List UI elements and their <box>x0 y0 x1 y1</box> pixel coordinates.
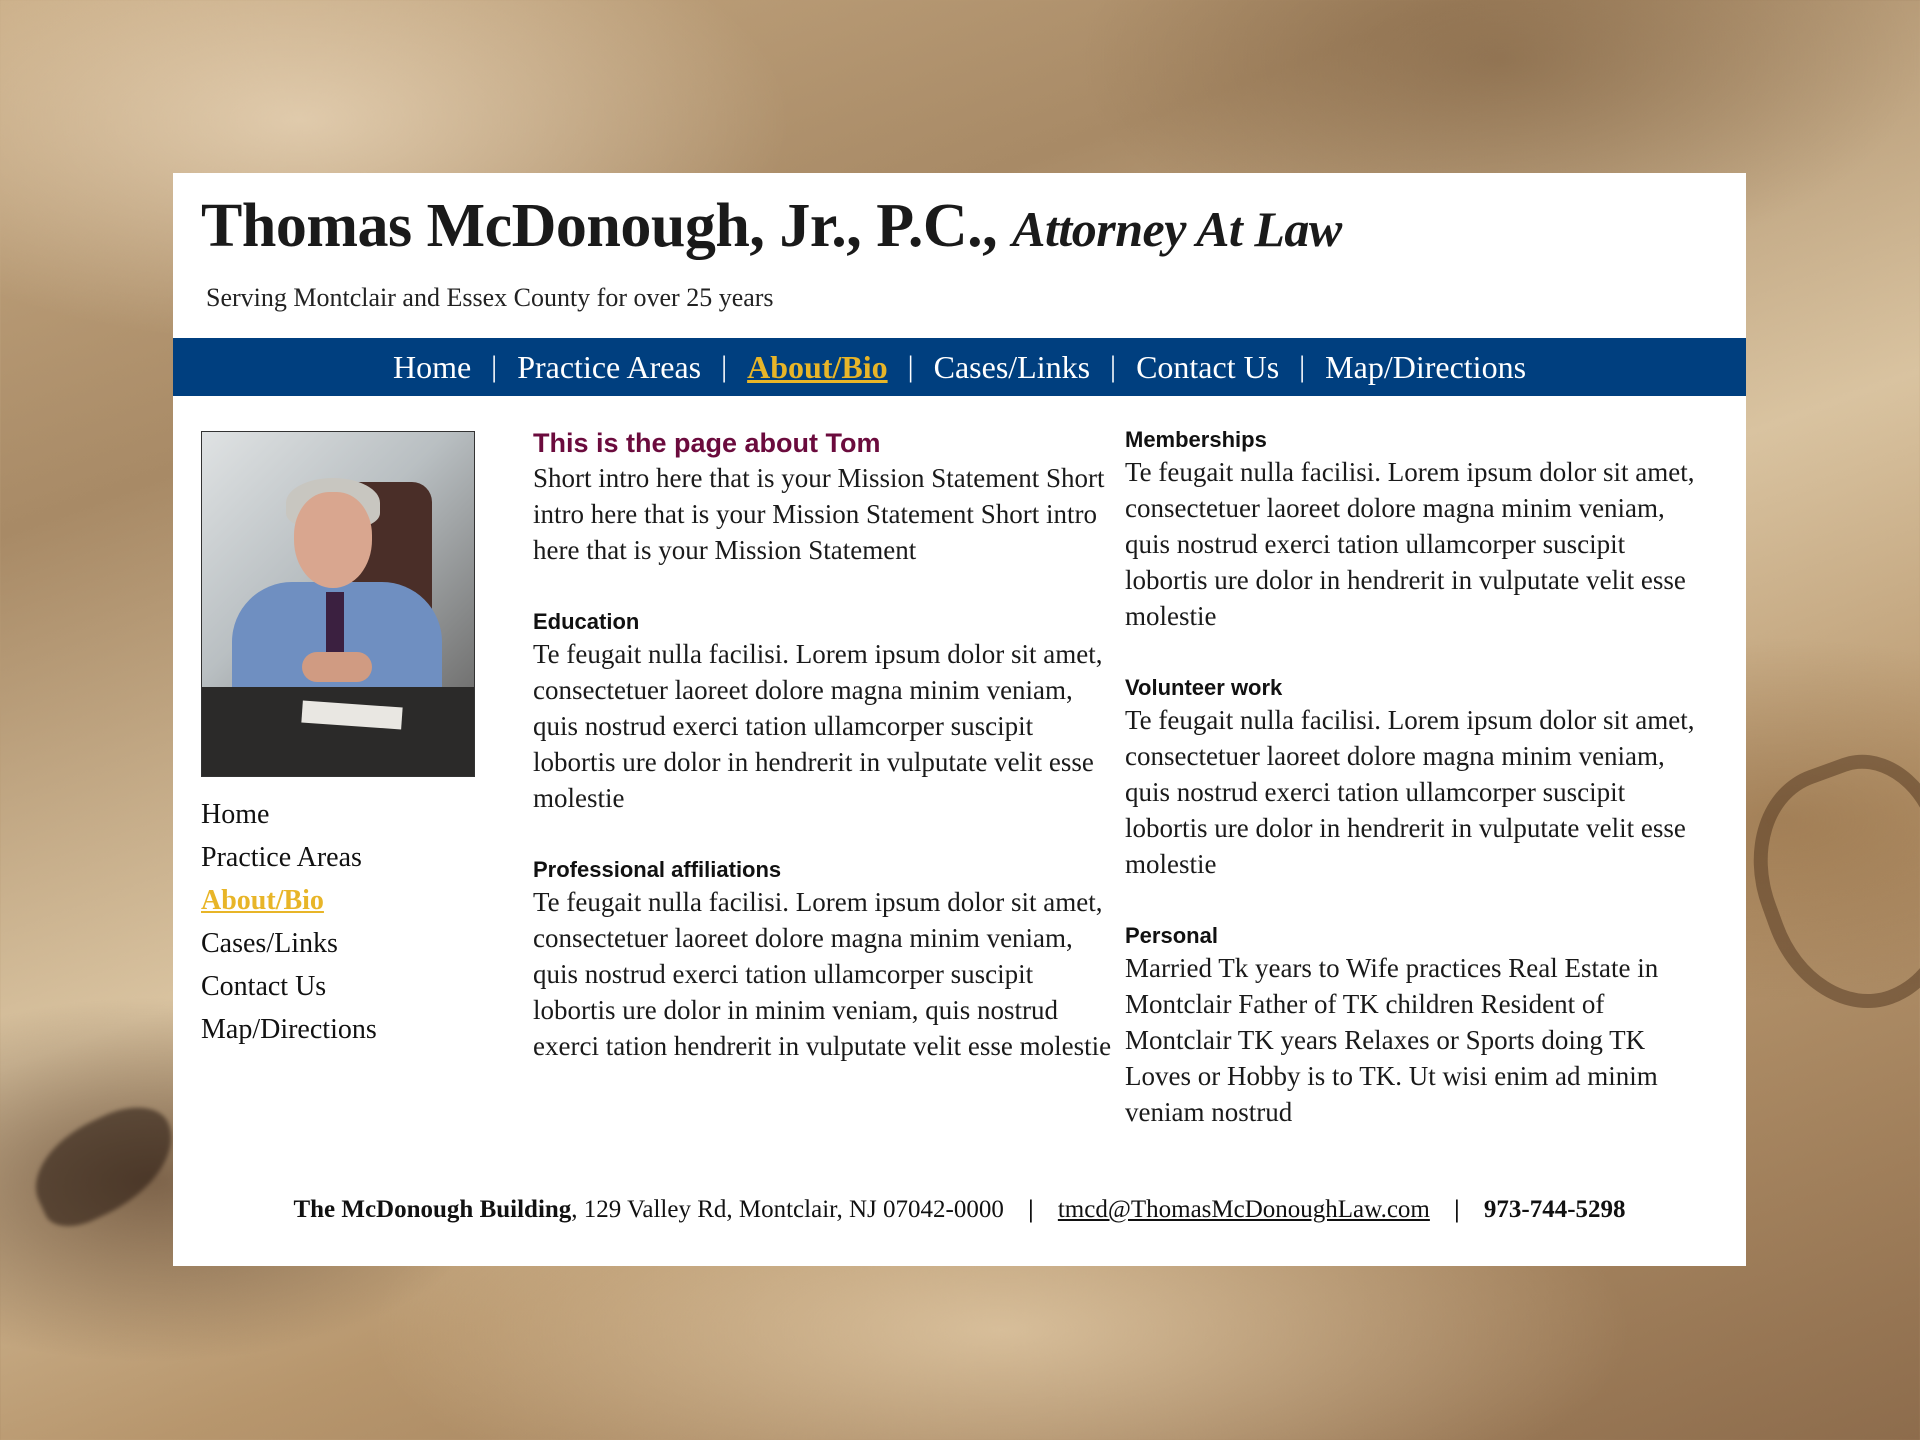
attorney-portrait-photo <box>201 431 475 777</box>
affiliations-heading: Professional affiliations <box>533 857 782 882</box>
topnav-separator: | <box>1299 350 1306 383</box>
sidenav-home-link[interactable]: Home <box>201 799 270 830</box>
bio-column-left <box>533 426 1113 1104</box>
topnav-home-link[interactable]: Home <box>392 348 472 385</box>
phone-number: 973-744-5298 <box>1483 1196 1626 1223</box>
volunteer-text: Te feugait nulla facilisi. Lorem ipsum dolor sit amet, consectetuer laoreet dolore magna minim veniam, quis nostrud exerci tation ullamcorper suscipit lobortis ure dolor in hendrerit in vulputate velit esse molestie <box>1125 705 1695 879</box>
education-text: Te feugait nulla facilisi. Lorem ipsum dolor sit amet, consectetuer laoreet dolore magna minim veniam, quis nostrud exerci tation ullamcorper suscipit lobortis ure dolor in hendrerit in vulputate velit esse molestie <box>533 639 1103 813</box>
sidenav-map-directions-link[interactable]: Map/Directions <box>201 1014 377 1045</box>
sidenav-cases-links-link[interactable]: Cases/Links <box>201 928 338 959</box>
affiliations-text: Te feugait nulla facilisi. Lorem ipsum dolor sit amet, consectetuer laoreet dolore magna minim veniam, quis nostrud exerci tation ullamcorper suscipit lobortis ure dolor in minim veniam, quis nostrud exerci tation hendrerit in vulputate velit esse molestie <box>533 887 1112 1061</box>
footer-separator: | <box>1028 1196 1034 1223</box>
memberships-heading: Memberships <box>1125 427 1267 452</box>
footer-separator: | <box>1454 1196 1460 1223</box>
side-navigation <box>201 793 377 1051</box>
background-script-flourish <box>1724 734 1920 1035</box>
topnav-separator: | <box>721 350 728 383</box>
top-navigation-bar <box>173 338 1746 396</box>
site-subtitle: Serving Montclair and Essex County for over 25 years <box>206 283 774 312</box>
topnav-separator: | <box>1110 350 1117 383</box>
topnav-about-bio-link[interactable]: About/Bio <box>747 348 888 385</box>
street-address: , 129 Valley Rd, Montclair, NJ 07042-0000 <box>571 1196 1004 1223</box>
memberships-text: Te feugait nulla facilisi. Lorem ipsum dolor sit amet, consectetuer laoreet dolore magna minim veniam, quis nostrud exerci tation ullamcorper suscipit lobortis ure dolor in hendrerit in vulputate velit esse molestie <box>1125 457 1695 631</box>
personal-heading: Personal <box>1125 923 1218 948</box>
topnav-cases-links-link[interactable]: Cases/Links <box>933 348 1091 385</box>
site-title <box>201 191 1342 262</box>
sidenav-about-bio-link[interactable]: About/Bio <box>201 885 324 916</box>
firm-name: Thomas McDonough, Jr., P.C., <box>201 192 998 260</box>
volunteer-heading: Volunteer work <box>1125 675 1283 700</box>
intro-heading: This is the page about Tom <box>533 428 881 458</box>
sidenav-contact-us-link[interactable]: Contact Us <box>201 971 327 1002</box>
topnav-map-directions-link[interactable]: Map/Directions <box>1325 348 1527 385</box>
personal-text: Married Tk years to Wife practices Real Estate in Montclair Father of TK children Resident of Montclair TK years Relaxes or Sports doing TK Loves or Hobby is to TK. Ut wisi enim ad minim veniam nostrud <box>1125 953 1659 1127</box>
email-link[interactable]: tmcd@ThomasMcDonoughLaw.com <box>1057 1196 1430 1223</box>
sidenav-practice-areas-link[interactable]: Practice Areas <box>201 842 362 873</box>
intro-text: Short intro here that is your Mission Statement Short intro here that is your Mission Statement Short intro here that is your Mission Statement <box>533 463 1105 565</box>
education-heading: Education <box>533 609 640 634</box>
content-panel <box>173 173 1746 1266</box>
topnav-separator: | <box>907 350 914 383</box>
firm-tagline: Attorney At Law <box>1012 201 1342 257</box>
contact-footer <box>173 1196 1746 1224</box>
bio-column-right <box>1125 426 1705 1170</box>
topnav-separator: | <box>491 350 498 383</box>
background-quill-blot <box>18 1093 192 1238</box>
topnav-contact-us-link[interactable]: Contact Us <box>1136 348 1280 385</box>
topnav-practice-areas-link[interactable]: Practice Areas <box>517 348 702 385</box>
building-name: The McDonough Building <box>293 1196 572 1223</box>
